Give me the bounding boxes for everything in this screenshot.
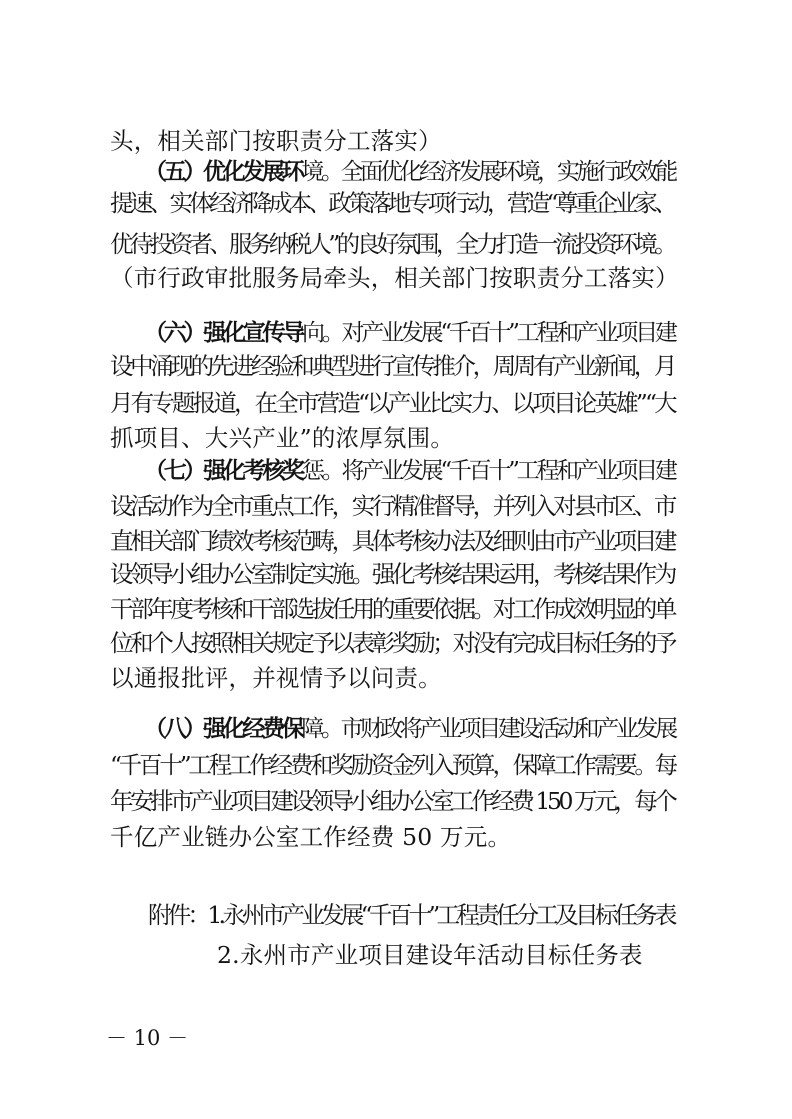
text-line <box>144 157 675 187</box>
section-heading: （五）优化发展环 <box>144 159 302 185</box>
text-line: （市行政审批服务局牵头，相关部门按职责分工落实） <box>110 264 679 292</box>
text-line: 提速、实体经济降成本、政策落地专项行动，营造“尊重企业家、 <box>110 189 674 217</box>
text-line: 设活动作为全市重点工作，实行精准督导，并列入对县市区、市 <box>110 492 675 520</box>
text-line: “千百十”工程工作经费和奖励资金列入预算，保障工作需要。每 <box>110 751 675 779</box>
page-number: － 10 － <box>106 1026 189 1050</box>
section-text: 境。全面优化经济发展环境，实施行政效能 <box>301 159 675 185</box>
text-line: 头，相关部门按职责分工落实） <box>110 127 442 155</box>
section-text: 障。市财政将产业项目建设活动和产业发展 <box>301 716 675 742</box>
text-line: 设领导小组办公室制定实施。强化考核结果运用，考核结果作为 <box>110 560 675 588</box>
text-line: 优待投资者、服务纳税人”的良好氛围，全力打造一流投资环境。 <box>110 230 674 258</box>
text-line: 年安排市产业项目建设领导小组办公室工作经费 150 万元，每个 <box>110 787 675 815</box>
text-line: 以通报批评，并视情予以问责。 <box>110 664 442 692</box>
text-line: 位和个人按照相关规定予以表彰奖励；对没有完成目标任务的予 <box>110 629 675 657</box>
text-line: 2.永州市产业项目建设年活动目标任务表 <box>217 941 643 969</box>
text-line <box>144 714 675 744</box>
section-heading: （六）强化宣传导 <box>144 320 303 346</box>
section-heading: （八）强化经费保 <box>144 716 302 742</box>
section-text: 惩。将产业发展“千百十”工程和产业项目建 <box>302 458 675 484</box>
text-line: 月有专题报道，在全市营造“以产业比实力、以项目论英雄”“大 <box>110 389 675 417</box>
text-line: 设中涌现的先进经验和典型进行宣传推介，周周有产业新闻，月 <box>110 352 675 380</box>
section-text: 向。对产业发展“千百十”工程和产业项目建 <box>302 320 675 346</box>
text-line: 抓项目、大兴产业”的浓厚氛围。 <box>110 424 455 452</box>
text-line <box>144 456 675 486</box>
text-line: 千亿产业链办公室工作经费 50 万元。 <box>110 823 512 851</box>
text-line: 干部年度考核和干部选拔任用的重要依据。对工作成效明显的单 <box>110 595 675 623</box>
text-line: 直相关部门绩效考核范畴，具体考核办法及细则由市产业项目建 <box>110 527 675 555</box>
text-line: 附件：1.永州市产业发展“千百十”工程责任分工及目标任务表 <box>148 901 674 929</box>
section-heading: （七）强化考核奖 <box>144 458 303 484</box>
text-line <box>144 318 675 348</box>
